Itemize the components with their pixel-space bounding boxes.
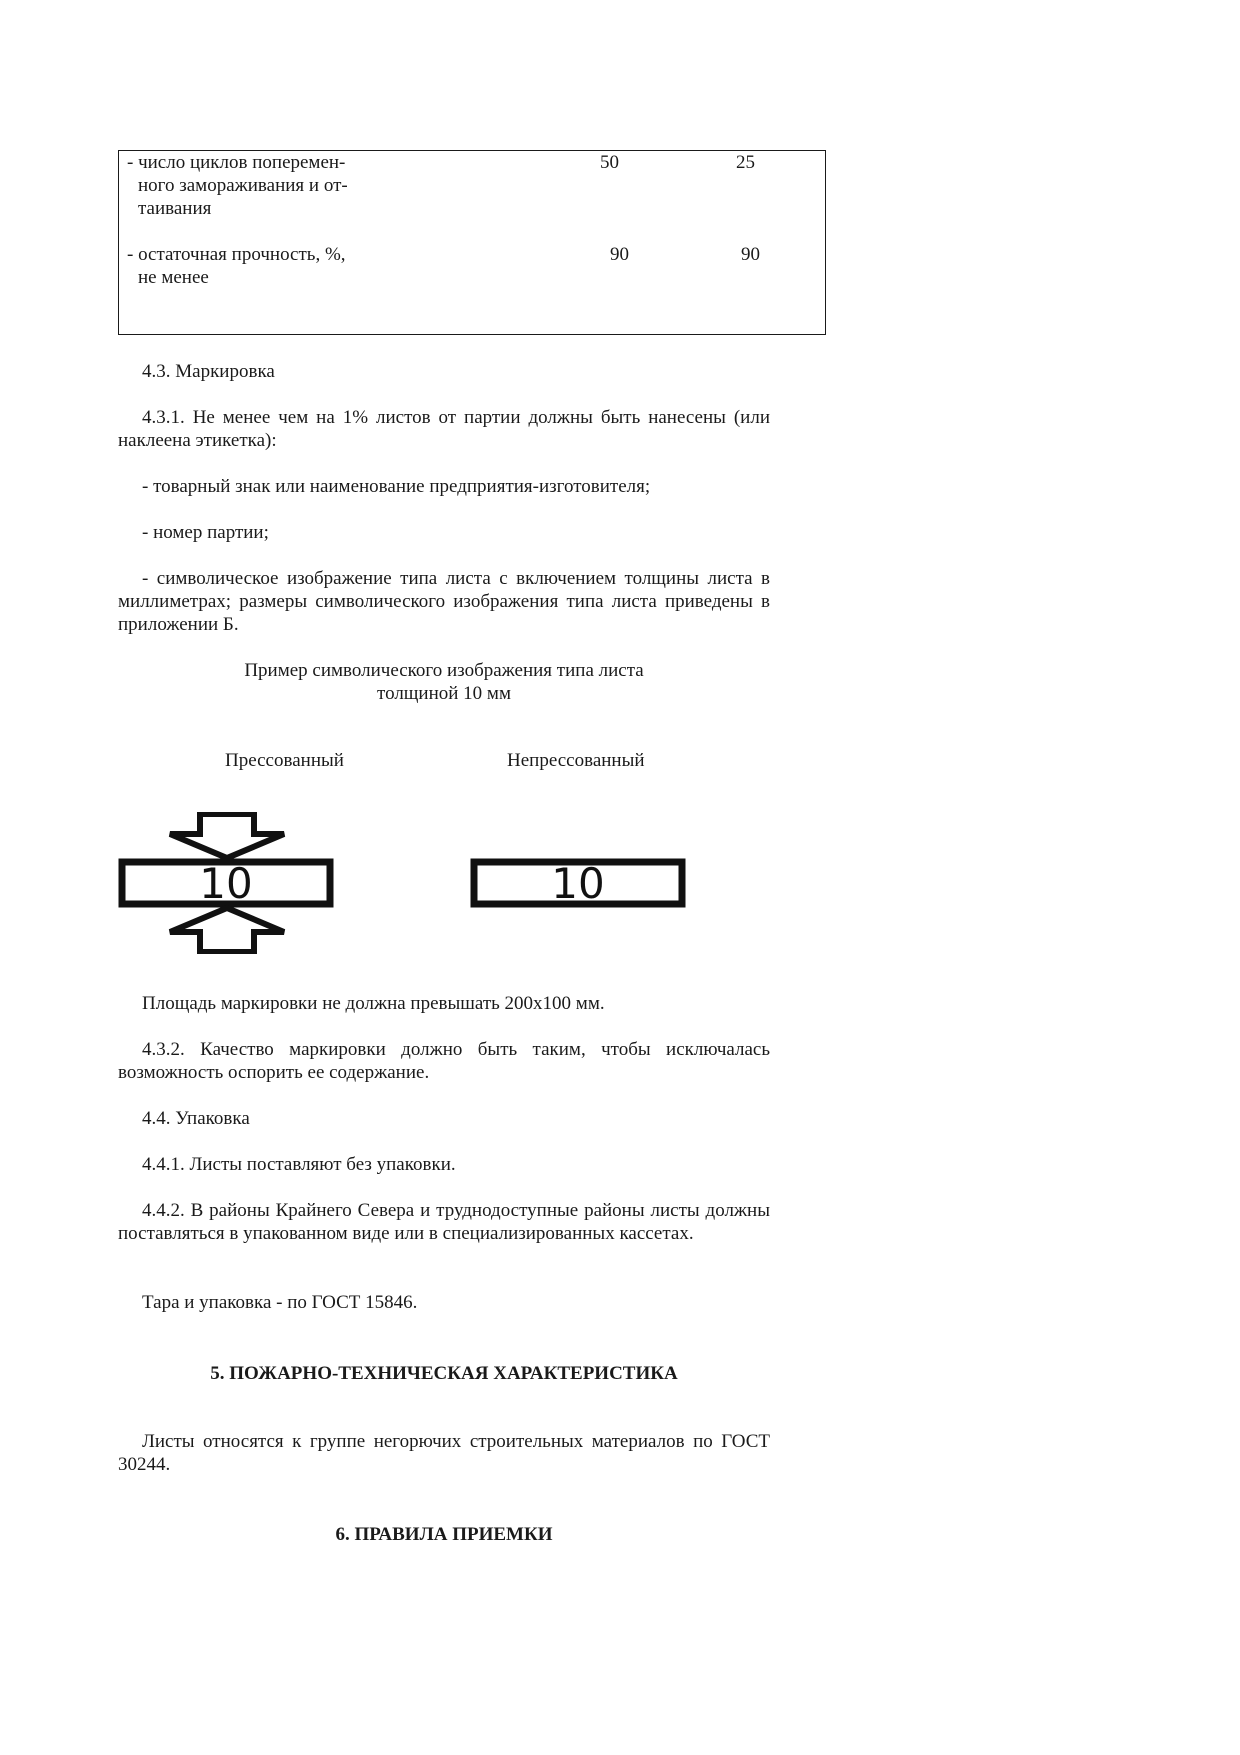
marking-item-trademark: - товарный знак или наименование предприятия-изготовителя; <box>142 476 651 497</box>
section-4-4-title: 4.4. Упаковка <box>142 1108 250 1129</box>
label-pressed: Прессованный <box>225 750 344 771</box>
table-row-2-label-line-2: не менее <box>138 267 209 288</box>
table-row-1-label-line-3: таивания <box>138 198 212 219</box>
marking-area-note: Площадь маркировки не должна превышать 200х100 мм. <box>142 993 605 1014</box>
unpressed-sheet-symbol <box>470 858 690 910</box>
pressed-symbol-value: 10 <box>199 859 253 908</box>
unpressed-symbol-value: 10 <box>551 859 605 908</box>
table-row-1-value-2: 25 <box>736 152 755 173</box>
arrow-up-icon <box>170 908 284 952</box>
paragraph-4-3-1: 4.3.1. Не менее чем на 1% листов от партии должны быть нанесены (или наклеена этикетка): <box>118 407 770 451</box>
pressed-sheet-symbol <box>118 812 338 954</box>
table-row-1-label-line-1: - число циклов поперемен- <box>127 152 346 173</box>
section-5-heading: 5. ПОЖАРНО-ТЕХНИЧЕСКАЯ ХАРАКТЕРИСТИКА <box>210 1363 678 1384</box>
paragraph-4-4-2: 4.4.2. В районы Крайнего Севера и труднодоступные районы листы должны поставляться в упакованном виде или в специализированных кассетах. <box>118 1200 770 1244</box>
example-caption-line-1: Пример символического изображения типа листа <box>244 660 644 681</box>
table-row-2-value-1: 90 <box>610 244 629 265</box>
marking-item-batch-number: - номер партии; <box>142 522 269 543</box>
table-row-2-value-2: 90 <box>741 244 760 265</box>
marking-item-symbol: - символическое изображение типа листа с включением толщины листа в миллиметрах; размеры символического изображения типа листа приведены в приложении Б. <box>118 568 770 635</box>
section-5-text: Листы относятся к группе негорючих строительных материалов по ГОСТ 30244. <box>118 1431 770 1475</box>
table-row-1-value-1: 50 <box>600 152 619 173</box>
section-4-3-title: 4.3. Маркировка <box>142 361 275 382</box>
paragraph-4-3-2: 4.3.2. Качество маркировки должно быть таким, чтобы исключалась возможность оспорить ее содержание. <box>118 1039 770 1083</box>
table-row-1-label-line-2: ного замораживания и от- <box>138 175 348 196</box>
arrow-down-icon <box>170 814 284 858</box>
label-unpressed: Непрессованный <box>507 750 645 771</box>
paragraph-tara: Тара и упаковка - по ГОСТ 15846. <box>142 1292 418 1313</box>
example-caption-line-2: толщиной 10 мм <box>377 683 511 704</box>
section-6-heading: 6. ПРАВИЛА ПРИЕМКИ <box>335 1524 553 1545</box>
paragraph-4-4-1: 4.4.1. Листы поставляют без упаковки. <box>142 1154 456 1175</box>
table-row-2-label-line-1: - остаточная прочность, %, <box>127 244 346 265</box>
